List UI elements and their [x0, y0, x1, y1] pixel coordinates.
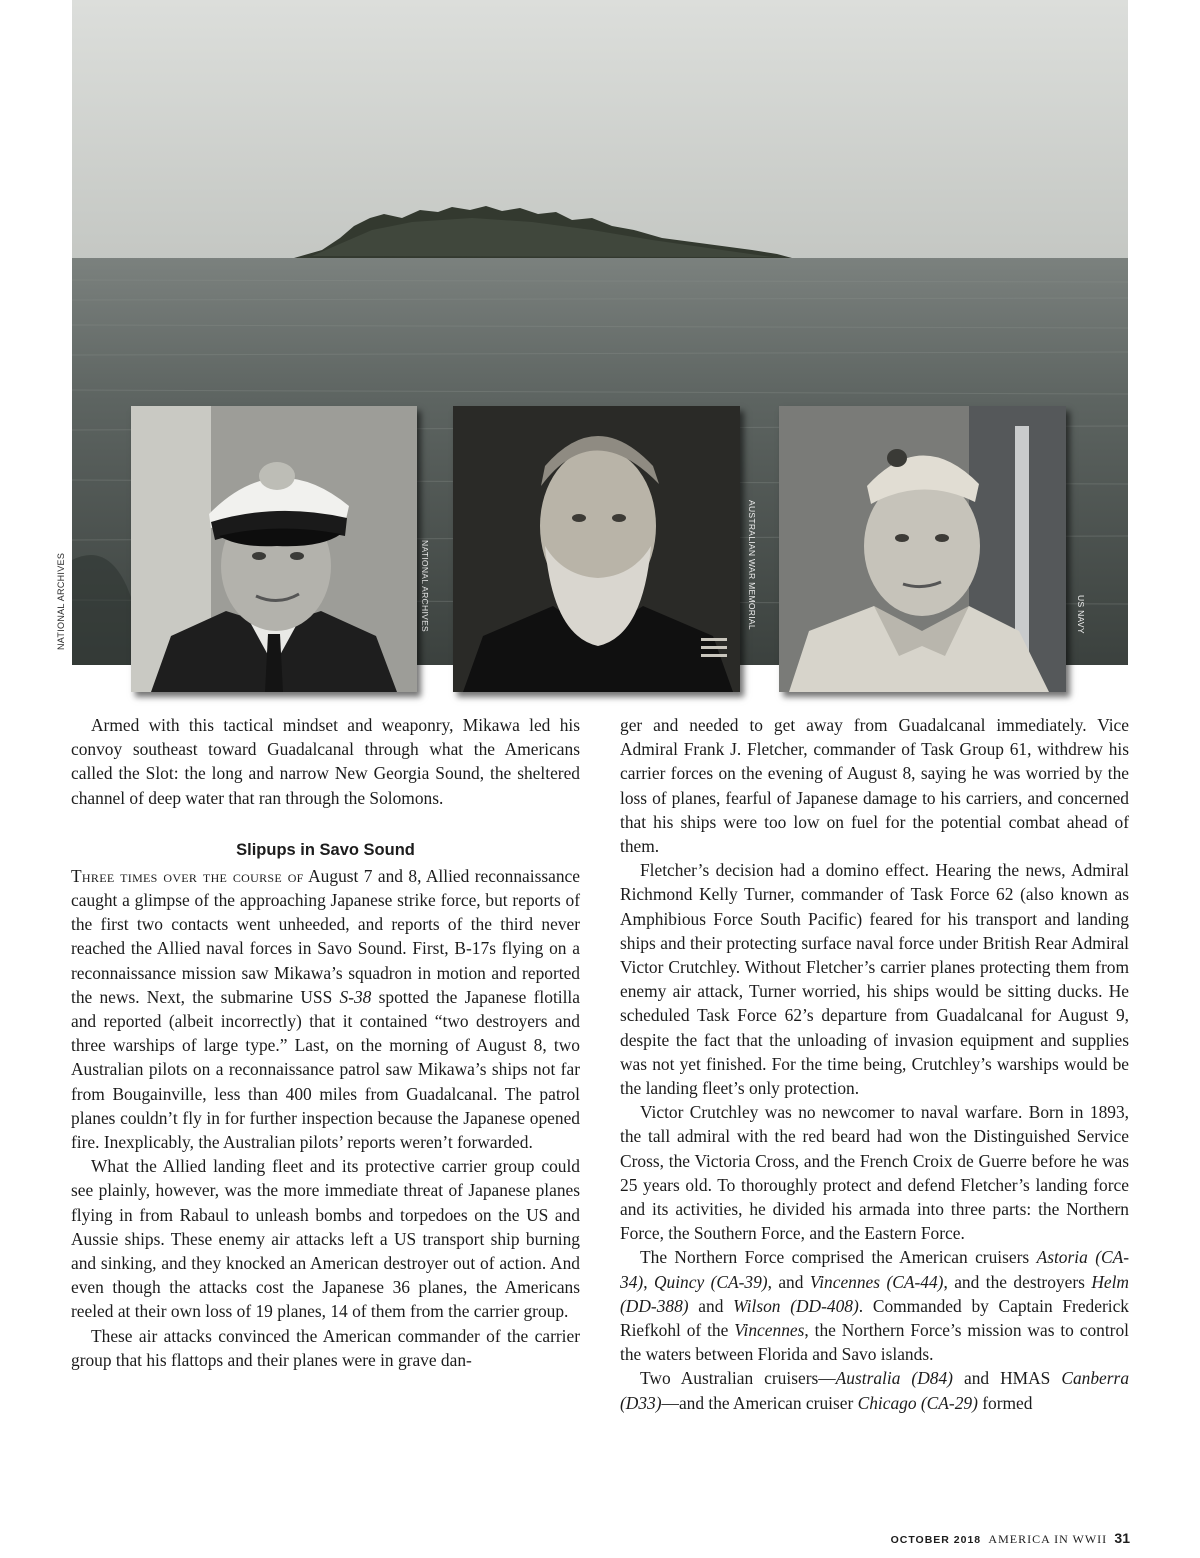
- paragraph-text: formed: [977, 1392, 1033, 1413]
- intro-paragraph: Armed with this tactical mindset and weaponry, Mikawa led his convoy southeast toward Guadalcanal through what the Americans called the Slot: the long and narrow New Georgia Sound, the sheltered channel of deep water that ran through the Solomons.: [71, 715, 580, 808]
- paragraph-text: spotted the Japanese flotilla and reported (albeit incorrectly) that it contained “two destroyers and three warships of large type.” Last, on the morning of August 8, two Australian pilots on a reconnaissance patrol saw Mikawa’s ships not far from Bougainville, less than 400 miles from Guadalcanal. The patrol planes couldn’t fly in for further inspection because the Japanese opened fire. Inexplicably, the Australian pilots’ reports weren’t forwarded.: [71, 986, 580, 1153]
- paragraph-text: and HMAS: [952, 1368, 1062, 1389]
- paragraph-domino-effect: Fletcher’s decision had a domino effect. Hearing the news, Admiral Richmond Kelly Turner, commander of Task Force 62 (also known as Amphibious Force South Pacific) feared for his transport and landing ships and their protecting surface naval force under British Rear Admiral Victor Crutchley. Without Fletcher’s carrier planes protecting them from enemy air attack, Turner worried, his ships would be sitting ducks. He scheduled Task Force 62’s departure from Guadalcanal for August 9, despite the fact that the unloading of invasion equipment and supplies was not yet finished. For the time being, Crutchley’s warships would be the landing fleet’s only protection.: [620, 860, 1129, 1099]
- issue-date: OCTOBER 2018: [890, 1534, 982, 1546]
- page-footer: [891, 1530, 1130, 1547]
- paragraph-northern-force: [620, 1245, 1129, 1366]
- photo-credit-crutchley: AUSTRALIAN WAR MEMORIAL: [747, 500, 757, 630]
- paragraph-text: —and the American cruiser: [661, 1392, 858, 1413]
- ship-name: Helm (DD-388): [620, 1271, 1129, 1316]
- paragraph-text: The Northern Force comprised the American cruisers: [640, 1247, 1037, 1268]
- paragraph-reconnaissance: [71, 864, 580, 1154]
- paragraph-text: Two Australian cruisers—: [640, 1368, 836, 1389]
- article-column-right: [620, 713, 1129, 1415]
- magazine-name: AMERICA IN WWII: [988, 1532, 1108, 1546]
- paragraph-southern-force: [620, 1366, 1129, 1414]
- page-number: 31: [1114, 1530, 1130, 1546]
- portrait-turner: [779, 406, 1066, 692]
- paragraph-text: , the Northern Force’s mission was to control the waters between Florida and Savo islands.: [620, 1320, 1129, 1365]
- paragraph-text: , and the destroyers: [943, 1271, 1092, 1292]
- paragraph-text: . Commanded by Captain Frederick Riefkohl of the: [620, 1295, 1129, 1341]
- portrait-crutchley: [453, 406, 740, 692]
- paragraph-crutchley: Victor Crutchley was no newcomer to naval warfare. Born in 1893, the tall admiral with the red beard had won the Distinguished Service Cross, the Victoria Cross, and the French Croix de Guerre before he was 25 years old. To thoroughly protect and defend Fletcher’s landing force and its activities, he divided his armada into three parts: the Northern Force, the Southern Force, and the Eastern Force.: [620, 1102, 1129, 1244]
- paragraph-text: ,: [643, 1271, 654, 1292]
- paragraph-text: August 7 and 8, Allied reconnaissance caught a glimpse of the approaching Japanese strike force, but reports of the first two contacts went unheeded, and reports of the third never reached the Allied naval forces in Savo Sound. First, B-17s flying on a reconnaissance mission saw Mikawa’s squadron in motion and reported the news. Next, the submarine USS: [71, 865, 580, 1007]
- lead-in-smallcaps: Three times over the course of: [71, 865, 304, 886]
- ship-name: Vincennes (CA-44): [809, 1271, 944, 1292]
- paragraph-text: and: [688, 1295, 734, 1316]
- article-column-left: [71, 713, 580, 1372]
- paragraph-carrier-commander: These air attacks convinced the American commander of the carrier group that his flattops and their planes were in grave dan-: [71, 1325, 580, 1370]
- portrait-fletcher: [131, 406, 417, 692]
- photo-credit-main: NATIONAL ARCHIVES: [56, 552, 66, 650]
- section-subhead: Slipups in Savo Sound: [236, 840, 415, 859]
- photo-credit-fletcher: NATIONAL ARCHIVES: [420, 540, 430, 633]
- paragraph-text: , and: [767, 1271, 810, 1292]
- ship-name: Canberra (D33): [620, 1368, 1130, 1413]
- submarine-name: S-38: [339, 986, 372, 1007]
- paragraph-air-attacks: What the Allied landing fleet and its protective carrier group could see plainly, however, was the more immediate threat of Japanese planes flying in from Rabaul to unleash bombs and torpedoes on the US and Aussie ships. These enemy air attacks left a US transport ship burning and sinking, and they knocked an American destroyer out of action. And even though the attacks cost the Japanese 36 planes, the Americans reeled at their own loss of 19 planes, 14 of them from the carrier group.: [71, 1156, 580, 1322]
- ship-name: Wilson (DD-408): [733, 1295, 859, 1316]
- ship-name: Quincy (CA-39): [653, 1271, 768, 1292]
- ship-name: Vincennes: [734, 1320, 805, 1341]
- ship-name: Chicago (CA-29): [857, 1392, 978, 1413]
- ship-name: Astoria (CA-34): [620, 1247, 1129, 1292]
- photo-credit-turner: US NAVY: [1076, 595, 1086, 634]
- ship-name: Australia (D84): [835, 1368, 953, 1389]
- paragraph-fletcher-withdraws: ger and needed to get away from Guadalcanal immediately. Vice Admiral Frank J. Fletcher, commander of Task Group 61, withdrew his carrier forces on the evening of August 8, saying he was worried by the loss of planes, fearful of Japanese damage to his carriers, and concerned that his ships were too low on fuel for the potential combat ahead of them.: [620, 715, 1129, 857]
